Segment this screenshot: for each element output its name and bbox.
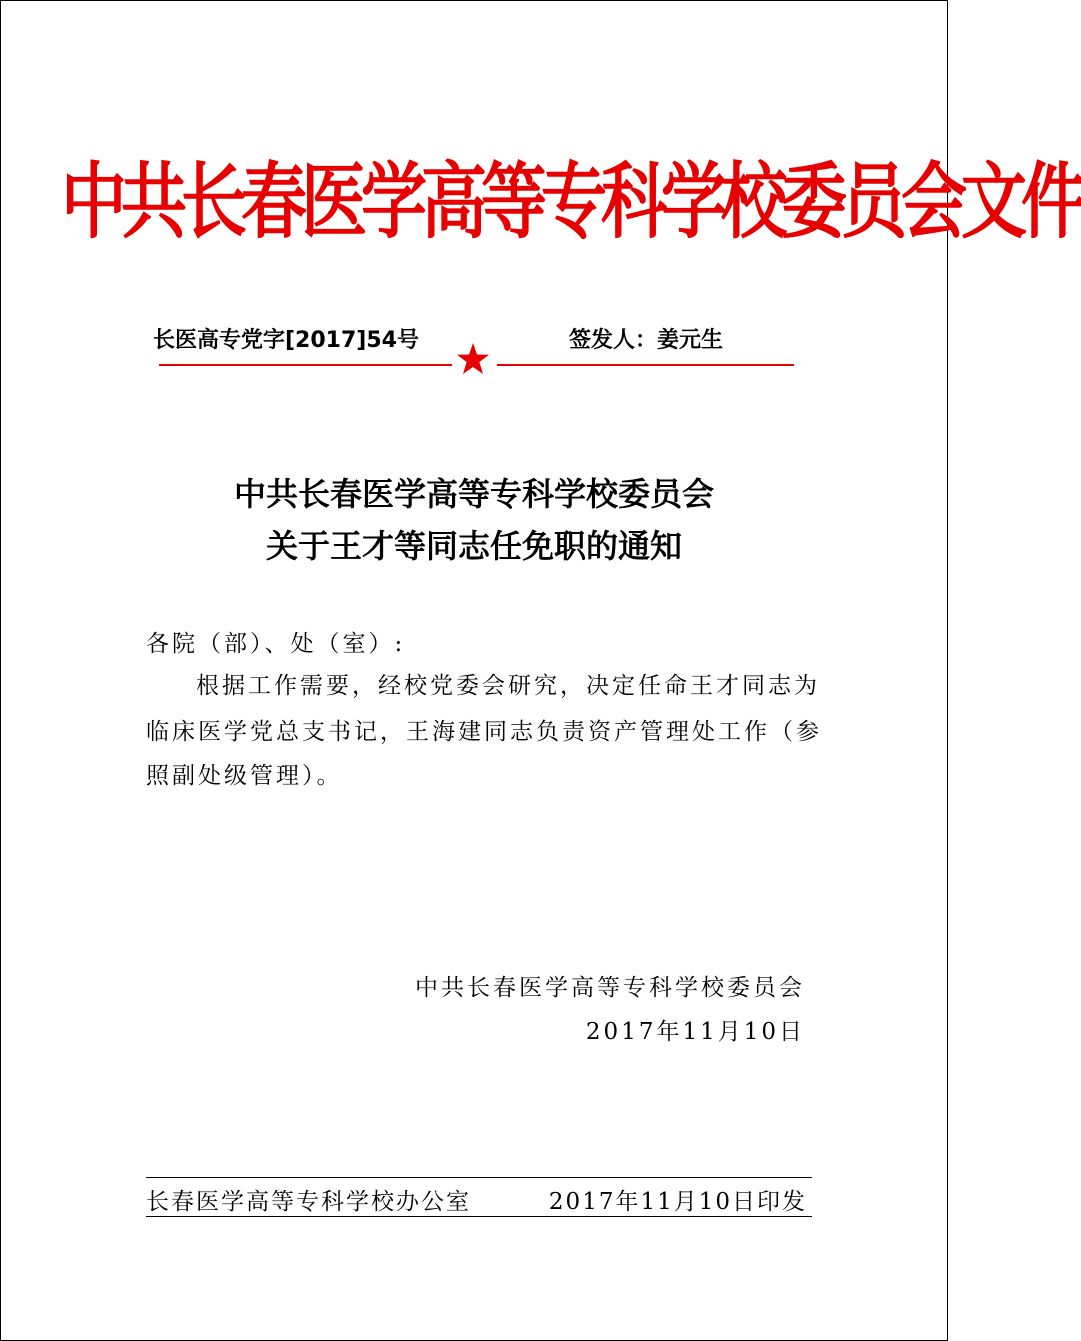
body-line-3: 照副处级管理）。 xyxy=(146,763,343,789)
footer-rule-top xyxy=(146,1177,812,1178)
issuer-label: 签发人： xyxy=(569,328,658,353)
issuer xyxy=(569,323,723,354)
signature-date: 2017年11月10日 xyxy=(585,1019,805,1045)
footer-print-date: 2017年11月10日印发 xyxy=(548,1189,807,1215)
red-star-icon xyxy=(456,342,490,376)
signature-organization: 中共长春医学高等专科学校委员会 xyxy=(415,975,805,1001)
footer-rule-bottom xyxy=(146,1216,812,1217)
salutation: 各院（部）、处（室）: xyxy=(146,631,406,657)
masthead-title: 中共长春医学高等专科学校委员会文件 xyxy=(61,153,1081,250)
issuer-name: 姜元生 xyxy=(657,328,724,353)
notice-title-line-1: 中共长春医学高等专科学校委员会 xyxy=(233,475,714,513)
document-number: 长医高专党字[2017]54号 xyxy=(153,328,419,353)
footer-office: 长春医学高等专科学校办公室 xyxy=(146,1189,471,1215)
red-divider-left xyxy=(159,364,452,366)
body-line-2: 临床医学党总支书记，王海建同志负责资产管理处工作（参 xyxy=(146,719,822,745)
body-line-1: 根据工作需要，经校党委会研究，决定任命王才同志为 xyxy=(196,673,820,699)
red-divider-right xyxy=(497,364,794,366)
notice-title-line-2: 关于王才等同志任免职的通知 xyxy=(265,527,682,565)
